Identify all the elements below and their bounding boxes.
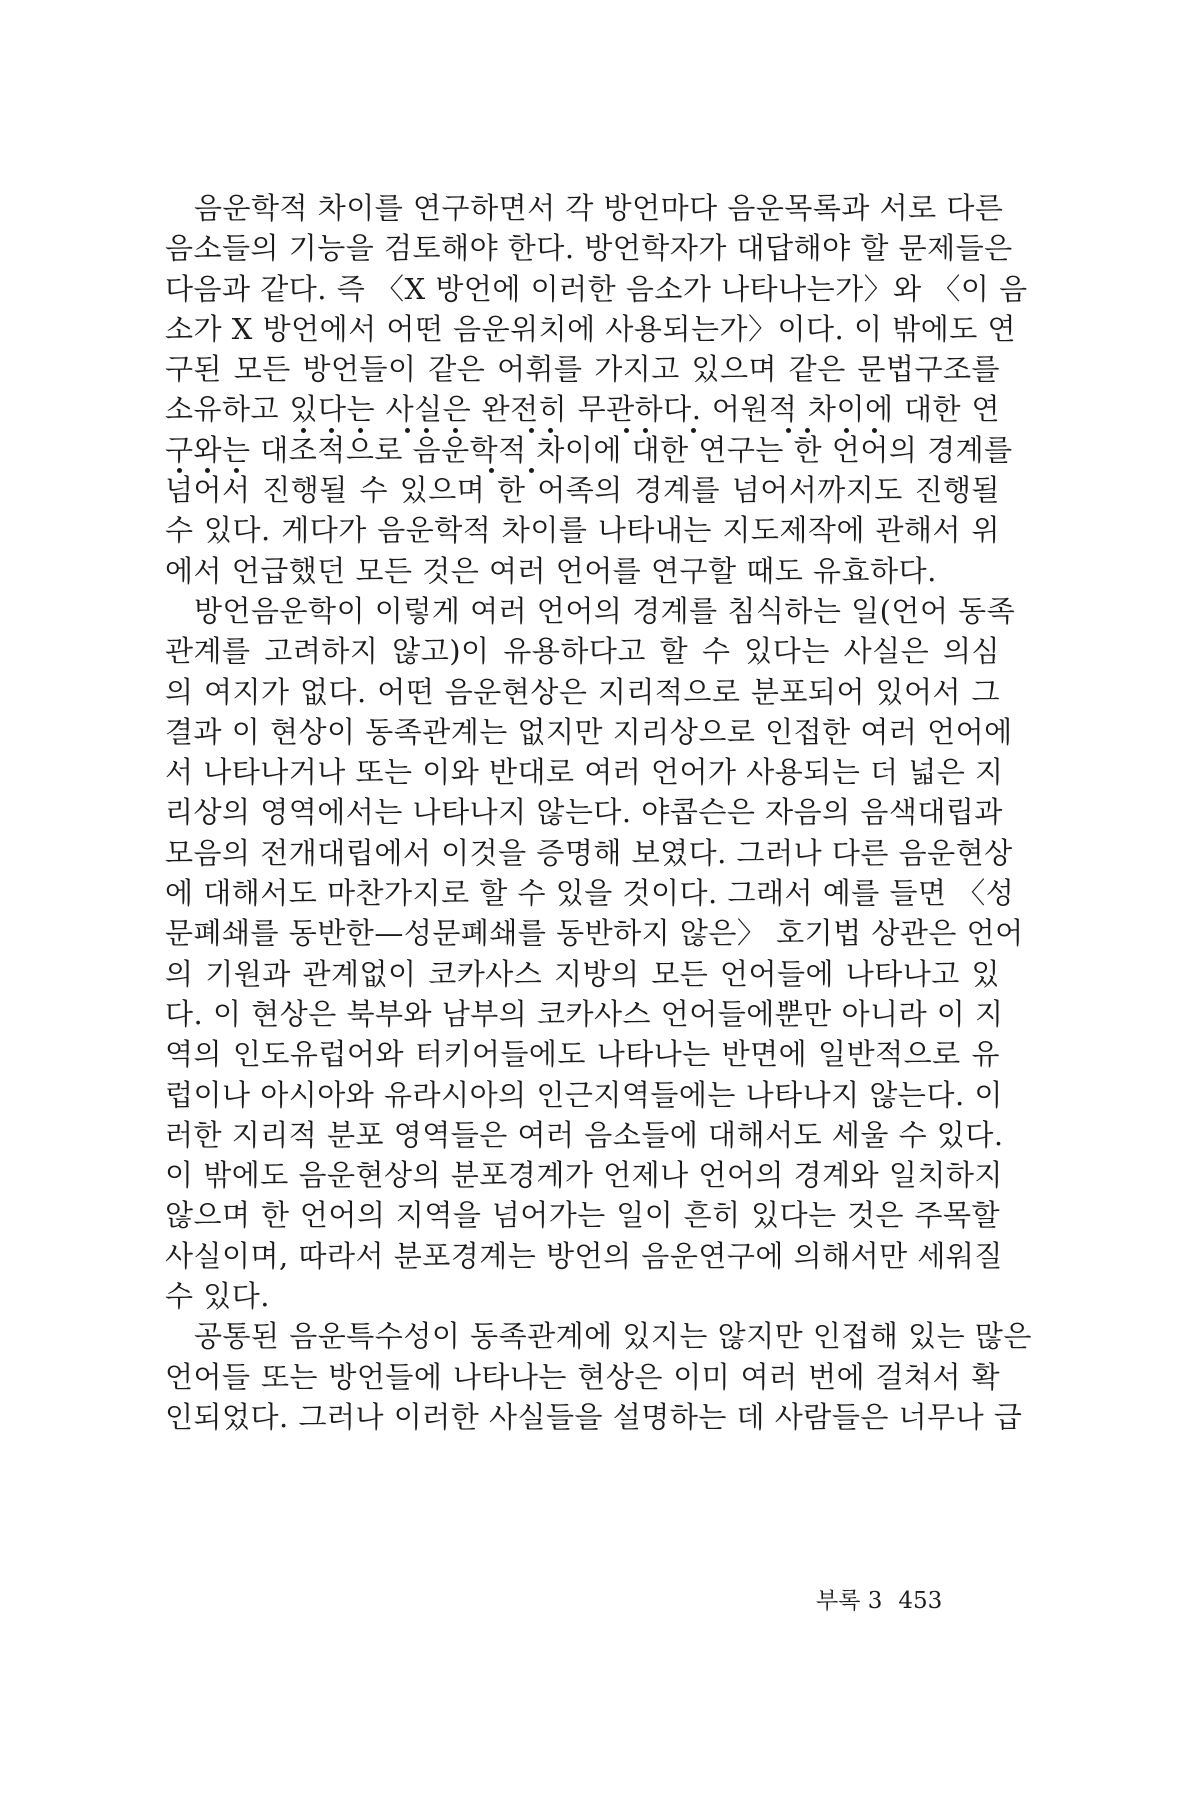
emphasis-dot-icon [529, 428, 534, 433]
emphasis-dot-icon [872, 428, 877, 433]
text-line: 에서 언급했던 모든 것은 여러 언어를 연구할 때도 유효하다. [165, 553, 937, 588]
text-line: 않으며 한 언어의 지역을 넘어가는 일이 흔히 있다는 것은 주목할 [165, 1198, 1000, 1233]
text-line: 공통된 음운특수성이 동족관계에 있지는 않지만 인접해 있는 많은 [194, 1319, 1032, 1354]
text-line: 소가 X 방언에서 어떤 음운위치에 사용되는가〉이다. 이 밖에도 연 [165, 311, 1016, 346]
page-number: 453 [898, 1588, 943, 1614]
text-line: 결과 이 현상이 동족관계는 없지만 지리상으로 인접한 여러 언어에 [165, 714, 1013, 749]
paragraph-1 [165, 188, 1028, 591]
text-line-emphasized: 구와는 대조 적 으 로 음 운 학적 차 이에 대 한 연구는 한 언 어 의 경계를 [165, 430, 1000, 470]
emphasized-syllable: 대 [632, 433, 661, 467]
text-line-emphasized: 넘 어 서 진행될 수 있으며 한 어족의 경계를 넘어서까지도 진행될 [165, 470, 1000, 510]
emphasis-dot-icon [691, 428, 696, 433]
emphasis-dot-icon [177, 468, 182, 473]
paragraph-3 [165, 1316, 1032, 1437]
text-line: 다음과 같다. 즉 〈X 방언에 이러한 음소가 나타나는가〉와 〈이 음 [165, 271, 1028, 306]
emphasis-dot-icon [786, 428, 791, 433]
emphasized-syllable: 조 [289, 433, 318, 467]
emphasized-syllable [485, 473, 497, 507]
emphasized-syllable [527, 433, 537, 467]
text-line: 의 여지가 없다. 어떤 음운현상은 지리적으로 분포되어 있어서 그 [165, 674, 1000, 709]
emphasis-dot-icon [624, 428, 629, 433]
text-line: 소유하고 있다는 사실은 완전히 무관하다. 어원적 차이에 대한 연 [165, 392, 1000, 427]
emphasis-dot-icon [643, 428, 648, 433]
body-text [165, 188, 1032, 1437]
emphasis-dot-icon [453, 428, 458, 433]
emphasized-syllable [403, 433, 413, 467]
emphasis-dot-icon [548, 428, 553, 433]
page-footer [816, 1582, 942, 1615]
paragraph-2 [165, 591, 1024, 1316]
text-line: 리상의 영역에서는 나타나지 않는다. 야콥슨은 자음의 음색대립과 [165, 795, 1003, 830]
emphasis-dot-icon [805, 428, 810, 433]
emphasis-dot-icon [205, 468, 210, 473]
emphasis-dot-icon [301, 428, 306, 433]
emphasized-syllable [689, 433, 699, 467]
text-line: 관계를 고려하지 않고)이 유용하다고 할 수 있다는 사실은 의심 [165, 634, 1000, 669]
text-line: 인되었다. 그러나 이러한 사실들을 설명하는 데 사람들은 너무나 급 [165, 1399, 1023, 1434]
text-line: 언어들 또는 방언들에 나타나는 현상은 이미 여러 번에 걸쳐서 확 [165, 1359, 1000, 1394]
text-line: 문폐쇄를 동반한—성문폐쇄를 동반하지 않은〉 호기법 상관은 언어 [165, 916, 1024, 951]
emphasized-syllable: 차 [536, 433, 565, 467]
text-line: 음소들의 기능을 검토해야 한다. 방언학자가 대답해야 할 문제들은 [165, 231, 1013, 266]
text-line: 수 있다. 게다가 음운학적 차이를 나타내는 지도제작에 관해서 위 [165, 513, 1000, 548]
emphasized-syllable: 서 [222, 473, 251, 507]
emphasized-syllable [525, 473, 537, 507]
emphasis-dot-icon [405, 428, 410, 433]
emphasis-dot-icon [424, 428, 429, 433]
text-line: 다. 이 현상은 북부와 남부의 코카사스 언어들에뿐만 아니라 이 지 [165, 996, 1004, 1031]
emphasized-syllable: 한 [794, 433, 823, 467]
text-line: 구된 모든 방언들이 같은 어휘를 가지고 있으며 같은 문법구조를 [165, 352, 1000, 387]
emphasis-dot-icon [489, 468, 494, 473]
emphasized-syllable: 운 [441, 433, 470, 467]
emphasis-dot-icon [844, 428, 849, 433]
emphasized-syllable: 어 [194, 473, 223, 507]
text-line: 역의 인도유럽어와 터키어들에도 나타나는 반면에 일반적으로 유 [165, 1037, 1000, 1072]
emphasized-syllable [622, 433, 632, 467]
emphasized-syllable: 으 [346, 433, 375, 467]
text-line: 음운학적 차이를 연구하면서 각 방언마다 음운목록과 서로 다른 [194, 191, 1004, 225]
text-line: 서 나타나거나 또는 이와 반대로 여러 언어가 사용되는 더 넓은 지 [165, 755, 1004, 790]
text-line: 이 밖에도 음운현상의 분포경계가 언제나 언어의 경계와 일치하지 [165, 1158, 1003, 1193]
emphasis-dot-icon [529, 468, 534, 473]
text-line: 의 기원과 관계없이 코카사스 지방의 모든 언어들에 나타나고 있 [165, 956, 1000, 991]
emphasized-syllable: 적 [317, 433, 346, 467]
emphasis-dot-icon [329, 428, 334, 433]
text-line: 모음의 전개대립에서 이것을 증명해 보였다. 그러나 다른 음운현상 [165, 835, 1013, 870]
text-line: 럽이나 아시아와 유라시아의 인근지역들에는 나타나지 않는다. 이 [165, 1077, 1003, 1112]
emphasized-syllable: 언 [832, 433, 861, 467]
emphasis-dot-icon [234, 468, 239, 473]
emphasized-syllable: 어 [860, 433, 889, 467]
text-line: 방언음운학이 이렇게 여러 언어의 경계를 침식하는 일(언어 동족 [194, 593, 1016, 628]
text-line: 수 있다. [165, 1279, 270, 1314]
emphasized-syllable: 넘 [165, 473, 194, 507]
emphasized-syllable [784, 433, 794, 467]
text-line: 사실이며, 따라서 분포경계는 방언의 음운연구에 의해서만 세워질 [165, 1238, 1003, 1273]
section-label: 부록 3 [816, 1588, 883, 1614]
emphasis-dot-icon [358, 428, 363, 433]
text-line: 러한 지리적 분포 영역들은 여러 음소들에 대해서도 세울 수 있다. [165, 1117, 1004, 1152]
text-line: 에 대해서도 마찬가지로 할 수 있을 것이다. 그래서 예를 들면 〈성 [165, 876, 1015, 911]
emphasized-syllable: 음 [413, 433, 442, 467]
